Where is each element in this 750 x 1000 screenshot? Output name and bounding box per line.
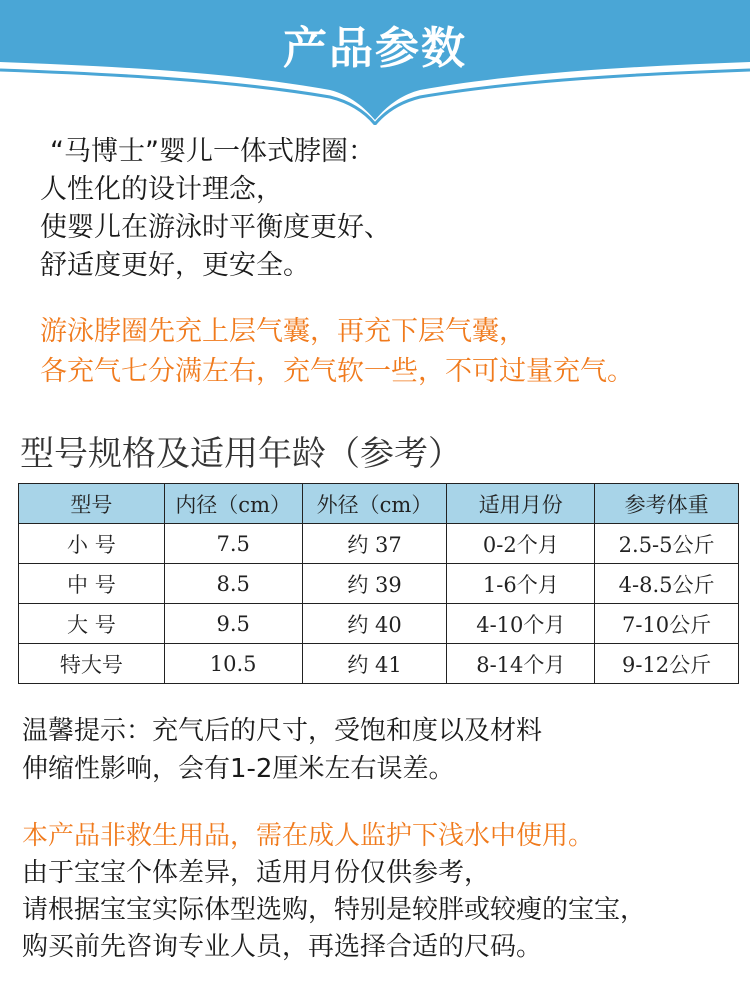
intro-line: 使婴儿在游泳时平衡度更好、 xyxy=(40,212,391,243)
table-header-row xyxy=(19,484,739,524)
table-cell: 0-2个月 xyxy=(447,524,595,564)
table-cell: 10.5 xyxy=(164,644,302,684)
table-cell: 7.5 xyxy=(164,524,302,564)
table-title: 型号规格及适用年龄（参考） xyxy=(20,434,462,474)
table-row xyxy=(19,644,739,684)
table-cell: 约 40 xyxy=(302,604,447,644)
notice-line: 请根据宝宝实际体型选购，特别是较胖或较瘦的宝宝， xyxy=(22,895,647,925)
tips-line: 伸缩性影响，会有1-2厘米左右误差。 xyxy=(22,754,455,784)
table-cell: 9.5 xyxy=(164,604,302,644)
intro-line: “马博士”婴儿一体式脖圈： xyxy=(50,136,375,167)
table-cell: 7-10公斤 xyxy=(595,604,739,644)
table-cell: 1-6个月 xyxy=(447,564,595,604)
table-cell: 中 号 xyxy=(19,564,165,604)
table-cell: 9-12公斤 xyxy=(595,644,739,684)
column-header: 参考体重 xyxy=(595,484,739,524)
notice-line: 由于宝宝个体差异，适用月份仅供参考， xyxy=(22,858,491,888)
column-header: 内径（cm） xyxy=(164,484,302,524)
page-title: 产品参数 xyxy=(283,23,467,74)
table-cell: 8.5 xyxy=(164,564,302,604)
table-cell: 约 39 xyxy=(302,564,447,604)
table-cell: 约 37 xyxy=(302,524,447,564)
table-row xyxy=(19,564,739,604)
column-header: 型号 xyxy=(19,484,165,524)
table-cell: 4-8.5公斤 xyxy=(595,564,739,604)
tips-text xyxy=(22,712,732,788)
column-header: 外径（cm） xyxy=(302,484,447,524)
spec-table xyxy=(18,483,739,684)
column-header: 适用月份 xyxy=(447,484,595,524)
tips-line: 温馨提示：充气后的尺寸，受饱和度以及材料 xyxy=(22,716,543,746)
table-row xyxy=(19,524,739,564)
intro-line: 人性化的设计理念， xyxy=(40,174,283,205)
safety-notice: 本产品非救生用品，需在成人监护下浅水中使用。 xyxy=(22,821,595,851)
header-banner xyxy=(0,0,750,125)
table-cell: 4-10个月 xyxy=(447,604,595,644)
table-row xyxy=(19,604,739,644)
table-cell: 2.5-5公斤 xyxy=(595,524,739,564)
table-cell: 特大号 xyxy=(19,644,165,684)
table-cell: 大 号 xyxy=(19,604,165,644)
notice-line: 购买前先咨询专业人员，再选择合适的尺码。 xyxy=(22,932,543,962)
warning-line: 各充气七分满左右，充气软一些，不可过量充气。 xyxy=(40,356,634,387)
intro-line: 舒适度更好，更安全。 xyxy=(40,250,310,281)
warning-line: 游泳脖圈先充上层气囊，再充下层气囊， xyxy=(40,316,526,347)
table-cell: 约 41 xyxy=(302,644,447,684)
table-cell: 8-14个月 xyxy=(447,644,595,684)
notice-text xyxy=(22,818,742,966)
inflation-warning xyxy=(40,312,740,392)
table-cell: 小 号 xyxy=(19,524,165,564)
intro-text xyxy=(40,133,720,285)
